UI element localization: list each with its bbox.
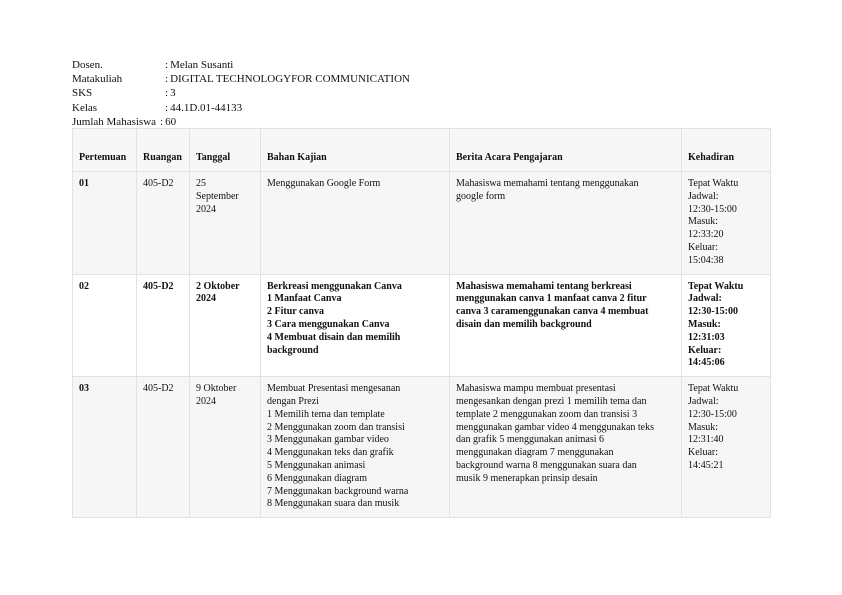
sks-label: SKS xyxy=(72,87,93,100)
dosen-label: Dosen. xyxy=(72,59,103,71)
kelas-row xyxy=(72,101,410,115)
bahan-kajian-cell-line: 3 Menggunakan gambar video xyxy=(267,434,389,446)
table-header-row xyxy=(73,129,771,172)
column-header: Kehadiran xyxy=(682,129,771,172)
sks-row xyxy=(72,86,410,100)
kehadiran-cell-line: 12:31:40 xyxy=(688,434,724,446)
table-row xyxy=(73,274,771,377)
separator: : xyxy=(165,59,169,71)
bahan-kajian-cell xyxy=(261,172,450,275)
kehadiran-cell xyxy=(682,377,771,518)
kehadiran-cell-line: 14:45:21 xyxy=(688,459,724,471)
kehadiran-cell-line: 12:33:20 xyxy=(688,229,724,241)
kelas-value: 44.1D.01-44133 xyxy=(170,101,243,114)
kehadiran-cell-line: 14:45:06 xyxy=(688,357,725,369)
kehadiran-cell-line: Tepat Waktu xyxy=(688,280,744,292)
berita-acara-cell-line: dan grafik 5 menggunakan animasi 6 xyxy=(456,434,605,446)
kehadiran-cell-line: Jadwal: xyxy=(688,293,722,305)
berita-acara-cell-line: background warna 8 menggunakan suara dan xyxy=(456,459,637,471)
bahan-kajian-cell-line: 3 Cara menggunakan Canva xyxy=(267,318,390,330)
pertemuan-cell: 02 xyxy=(73,274,137,377)
kehadiran-cell-line: Tepat Waktu xyxy=(688,178,739,189)
berita-acara-cell-line: menggunakan canva 1 manfaat canva 2 fitur xyxy=(456,293,647,305)
column-header: Berita Acara Pengajaran xyxy=(450,129,682,172)
tanggal-cell-line: 2024 xyxy=(196,395,216,407)
table-row xyxy=(73,172,771,275)
kehadiran-cell-line: 12:30-15:00 xyxy=(688,408,737,420)
column-header: Pertemuan xyxy=(73,129,137,172)
tanggal-cell-line: 2024 xyxy=(196,293,216,305)
ruangan-cell: 405-D2 xyxy=(137,377,190,518)
bahan-kajian-cell-line: 5 Menggunakan animasi xyxy=(267,459,366,471)
column-header: Tanggal xyxy=(190,129,261,172)
dosen-row xyxy=(72,58,410,72)
separator: : xyxy=(165,73,169,86)
berita-acara-cell-line: disain dan memilih background xyxy=(456,318,592,330)
tanggal-cell xyxy=(190,172,261,275)
separator: : xyxy=(165,87,169,100)
berita-acara-cell-line: google form xyxy=(456,190,506,202)
bahan-kajian-cell-line: background xyxy=(267,344,319,356)
bahan-kajian-cell-line: 4 Menggunakan teks dan grafik xyxy=(267,447,394,459)
matakuliah-row xyxy=(72,72,410,86)
kehadiran-cell-line: Jadwal: xyxy=(688,395,719,407)
berita-acara-cell-line: Mahasiswa memahami tentang berkreasi xyxy=(456,280,632,292)
bahan-kajian-cell-line: Menggunakan Google Form xyxy=(267,178,381,189)
tanggal-cell-line: 25 xyxy=(196,178,206,189)
bahan-kajian-cell-line: 8 Menggunakan suara dan musik xyxy=(267,498,400,510)
bahan-kajian-cell-line: 6 Menggunakan diagram xyxy=(267,472,367,484)
tanggal-cell-line: 2 Oktober xyxy=(196,280,240,292)
jumlah-label: Jumlah Mahasiswa xyxy=(72,115,157,128)
bahan-kajian-cell-line: 7 Menggunakan background warna xyxy=(267,485,409,497)
bahan-kajian-cell xyxy=(261,377,450,518)
dosen-value: Melan Susanti xyxy=(170,59,234,71)
attendance-table xyxy=(72,128,771,518)
berita-acara-cell-line: Mahasiswa memahami tentang menggunakan xyxy=(456,178,639,189)
separator: : xyxy=(165,101,169,114)
berita-acara-cell-line: template 2 menggunakan zoom dan transisi 3 xyxy=(456,408,638,420)
kehadiran-cell-line: Masuk: xyxy=(688,216,718,228)
berita-acara-cell-line: Mahasiswa mampu membuat presentasi xyxy=(456,383,616,395)
bahan-kajian-cell-line: dengan Prezi xyxy=(267,395,319,407)
kehadiran-cell-line: Masuk: xyxy=(688,318,721,330)
jumlah-row xyxy=(72,115,410,129)
separator: : xyxy=(160,115,164,128)
bahan-kajian-cell-line: 1 Manfaat Canva xyxy=(267,293,342,305)
pertemuan-cell: 01 xyxy=(73,172,137,275)
bahan-kajian-cell-line: Berkreasi menggunakan Canva xyxy=(267,280,402,292)
berita-acara-cell-line: menggunakan gambar video 4 menggunakan teks xyxy=(456,421,654,433)
kehadiran-cell-line: Jadwal: xyxy=(688,190,719,202)
berita-acara-cell xyxy=(450,274,682,377)
kehadiran-cell xyxy=(682,274,771,377)
bahan-kajian-cell xyxy=(261,274,450,377)
tanggal-cell xyxy=(190,377,261,518)
kehadiran-cell-line: Tepat Waktu xyxy=(688,383,739,395)
jumlah-value: 60 xyxy=(165,115,177,128)
pertemuan-cell: 03 xyxy=(73,377,137,518)
tanggal-cell-line: 9 Oktober xyxy=(196,383,237,395)
kehadiran-cell-line: Keluar: xyxy=(688,447,718,459)
kehadiran-cell-line: 12:31:03 xyxy=(688,331,725,343)
berita-acara-cell-line: canva 3 caramenggunakan canva 4 membuat xyxy=(456,306,649,318)
matakuliah-label: Matakuliah xyxy=(72,73,123,86)
bahan-kajian-cell-line: Membuat Presentasi mengesanan xyxy=(267,383,401,395)
berita-acara-cell-line: musik 9 menerapkan prinsip desain xyxy=(456,472,598,484)
column-header: Ruangan xyxy=(137,129,190,172)
tanggal-cell-line: 2024 xyxy=(196,203,216,215)
tanggal-cell xyxy=(190,274,261,377)
bahan-kajian-cell-line: 1 Memilih tema dan template xyxy=(267,408,385,420)
kehadiran-cell-line: 12:30-15:00 xyxy=(688,203,737,215)
berita-acara-cell xyxy=(450,377,682,518)
kehadiran-cell-line: Keluar: xyxy=(688,344,722,356)
document-header xyxy=(72,58,410,129)
bahan-kajian-cell-line: 2 Fitur canva xyxy=(267,306,325,318)
kehadiran-cell-line: 12:30-15:00 xyxy=(688,306,738,318)
berita-acara-cell-line: menggunakan diagram 7 menggunakan xyxy=(456,447,614,459)
bahan-kajian-cell-line: 2 Menggunakan zoom dan transisi xyxy=(267,421,405,433)
table-row xyxy=(73,377,771,518)
column-header: Bahan Kajian xyxy=(261,129,450,172)
bahan-kajian-cell-line: 4 Membuat disain dan memilih xyxy=(267,331,401,343)
kehadiran-cell-line: 15:04:38 xyxy=(688,254,724,266)
sks-value: 3 xyxy=(170,87,176,100)
ruangan-cell: 405-D2 xyxy=(137,172,190,275)
ruangan-cell: 405-D2 xyxy=(137,274,190,377)
kelas-label: Kelas xyxy=(72,101,98,114)
kehadiran-cell xyxy=(682,172,771,275)
tanggal-cell-line: September xyxy=(196,190,239,202)
kehadiran-cell-line: Masuk: xyxy=(688,421,718,433)
matakuliah-value: DIGITAL TECHNOLOGYFOR COMMUNICATION xyxy=(170,73,410,86)
berita-acara-cell-line: mengesankan dengan prezi 1 memilih tema dan xyxy=(456,395,647,407)
berita-acara-cell xyxy=(450,172,682,275)
kehadiran-cell-line: Keluar: xyxy=(688,241,718,253)
